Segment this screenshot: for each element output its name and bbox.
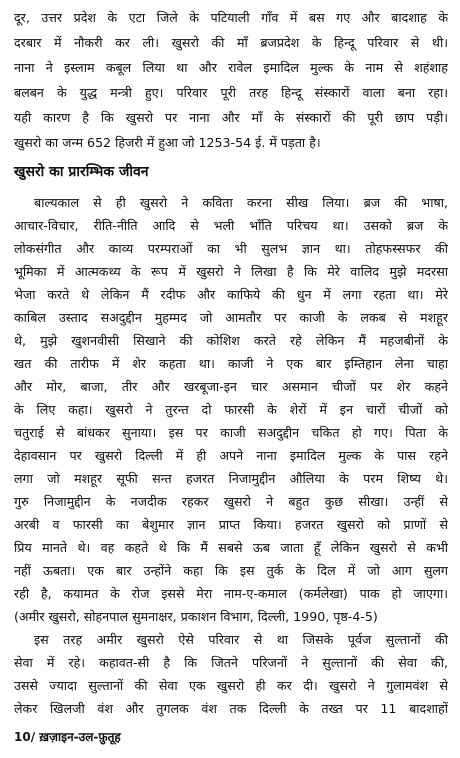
text-line: लोकसंगीत और काव्य परम्पराओं का भी सुलभ ज्ञान था। तोहफस्सफर की xyxy=(14,241,448,256)
page-footer: 10/ ख़ज़ाइन-उल-फ़ुतूह xyxy=(14,730,121,744)
text-line: रही है, कयामत के रोज इससे मेरा नाम-ए-कमाल (कर्मलेखा) पाक हो जाएगा। xyxy=(14,586,448,601)
text-line: आचार-विचार, रीति-नीति आदि से भली भाँति परिचय था। उसको ब्रज के xyxy=(14,218,448,233)
text-line: बाल्यकाल से ही खुसरो ने कविता करना सीख लिया। ब्रज की भाषा, xyxy=(34,195,448,210)
citation-line: (अमीर खुसरो, सोहनपाल सुमनाक्षर, प्रकाशन विभाग, दिल्ली, 1990, पृष्ठ-4-5) xyxy=(14,609,378,624)
text-line: भूमिका में आत्मकथ्य के रूप में खुसरो ने लिखा है कि मेरे वालिद मुझे मदरसा xyxy=(14,264,448,279)
text-line: बलबन के युद्ध मन्त्री हुए। परिवार पूरी तरह हिन्दू संस्कारों वाला बना रहा। xyxy=(14,85,448,100)
text-line: देहावसान पर खुसरो दिल्ली में ही अपने नाना इमादिल मुल्क के पास रहने xyxy=(14,448,448,463)
text-line: इस तरह अमीर खुसरो ऐसे परिवार से था जिसके पूर्वज सुल्तानों की xyxy=(34,632,448,647)
text-line: नहीं ऊबता। एक बार उन्होंने कहा कि इस तुर्क के दिल में जो आग सुलग xyxy=(14,563,448,578)
text-line: लगा जो मशहूर सूफी सन्त हजरत निजामुद्दीन औलिया के परम शिष्य थे। xyxy=(14,471,448,486)
text-line: काबिल उस्ताद सअदुद्दीन मुहम्मद जो आमतौर पर काजी के लकब से मशहूर xyxy=(14,310,448,325)
text-line: गुरु निजामुद्दीन के नजदीक रहकर खुसरो ने बहुत कुछ सीखा। उन्हीं से xyxy=(14,494,448,509)
text-line: दूर, उत्तर प्रदेश के एटा जिले के पटियाली गाँव में बस गए और बादशाह के xyxy=(14,10,448,25)
text-line: उससे ज्यादा सुल्तानों की सेवा एक खुसरो ही कर दी। खुसरो ने गुलामवंश से xyxy=(14,678,448,693)
text-line: सेवा में रहे। कहावत-सी है कि जितने परिजनों ने सुल्तानों की सेवा की, xyxy=(14,655,448,670)
text-line: और मोर, बाजा, तीर और खरबूजा-इन चार असमान चीजों पर शेर कहने xyxy=(14,379,448,394)
text-line: दरबार में नौकरी कर ली। खुसरो की माँ ब्रजप्रदेश के हिन्दू परिवार से थी। xyxy=(14,35,448,50)
text-line: के लिए कहा। खुसरो ने तुरन्त दो फारसी के शेरों में इन चारों चीजों को xyxy=(14,402,448,417)
text-line: नाना ने इस्लाम कबूल लिया था और रावेल इमादिल मुल्क के नाम से शहंशाह xyxy=(14,60,448,75)
text-line: लेकर खिलजी वंश और तुगलक वंश तक दिल्ली के तख्त पर 11 बादशाहों xyxy=(14,701,448,716)
text-line: खत की तारीफ में शेर कहता था। काजी ने एक बार इम्तिहान लेना चाहा xyxy=(14,356,448,371)
text-line: थे, मुझे खुशनवीसी सिखाने की कोशिश करते रहे लेकिन मैं महजबीनों के xyxy=(14,333,448,348)
text-line: यही कारण है कि खुसरो पर नाना और माँ के संस्कारों की पूरी छाप पड़ी। xyxy=(14,110,448,125)
text-line: चतुराई से बांधकर सुनाया। इस पर काजी सअदुद्दीन चकित हो गए। पिता के xyxy=(14,425,448,440)
text-line: खुसरो का जन्म 652 हिजरी में हुआ जो 1253-54 ई. में पड़ता है। xyxy=(14,135,321,150)
section-heading: खुसरो का प्रारम्भिक जीवन xyxy=(14,164,149,180)
text-line: प्रिय मानते थे। वह कहते थे कि मैं सबसे ऊब जाता हूँ लेकिन खुसरो से कभी xyxy=(14,540,448,555)
text-line: अरबी व फारसी का बेशुमार ज्ञान प्राप्त किया। हजरत खुसरो को प्राणों से xyxy=(14,517,448,532)
text-line: भेजा करते थे लेकिन मैं रदीफ और काफिये की धुन में लगा रहता था। मेरे xyxy=(14,287,448,302)
